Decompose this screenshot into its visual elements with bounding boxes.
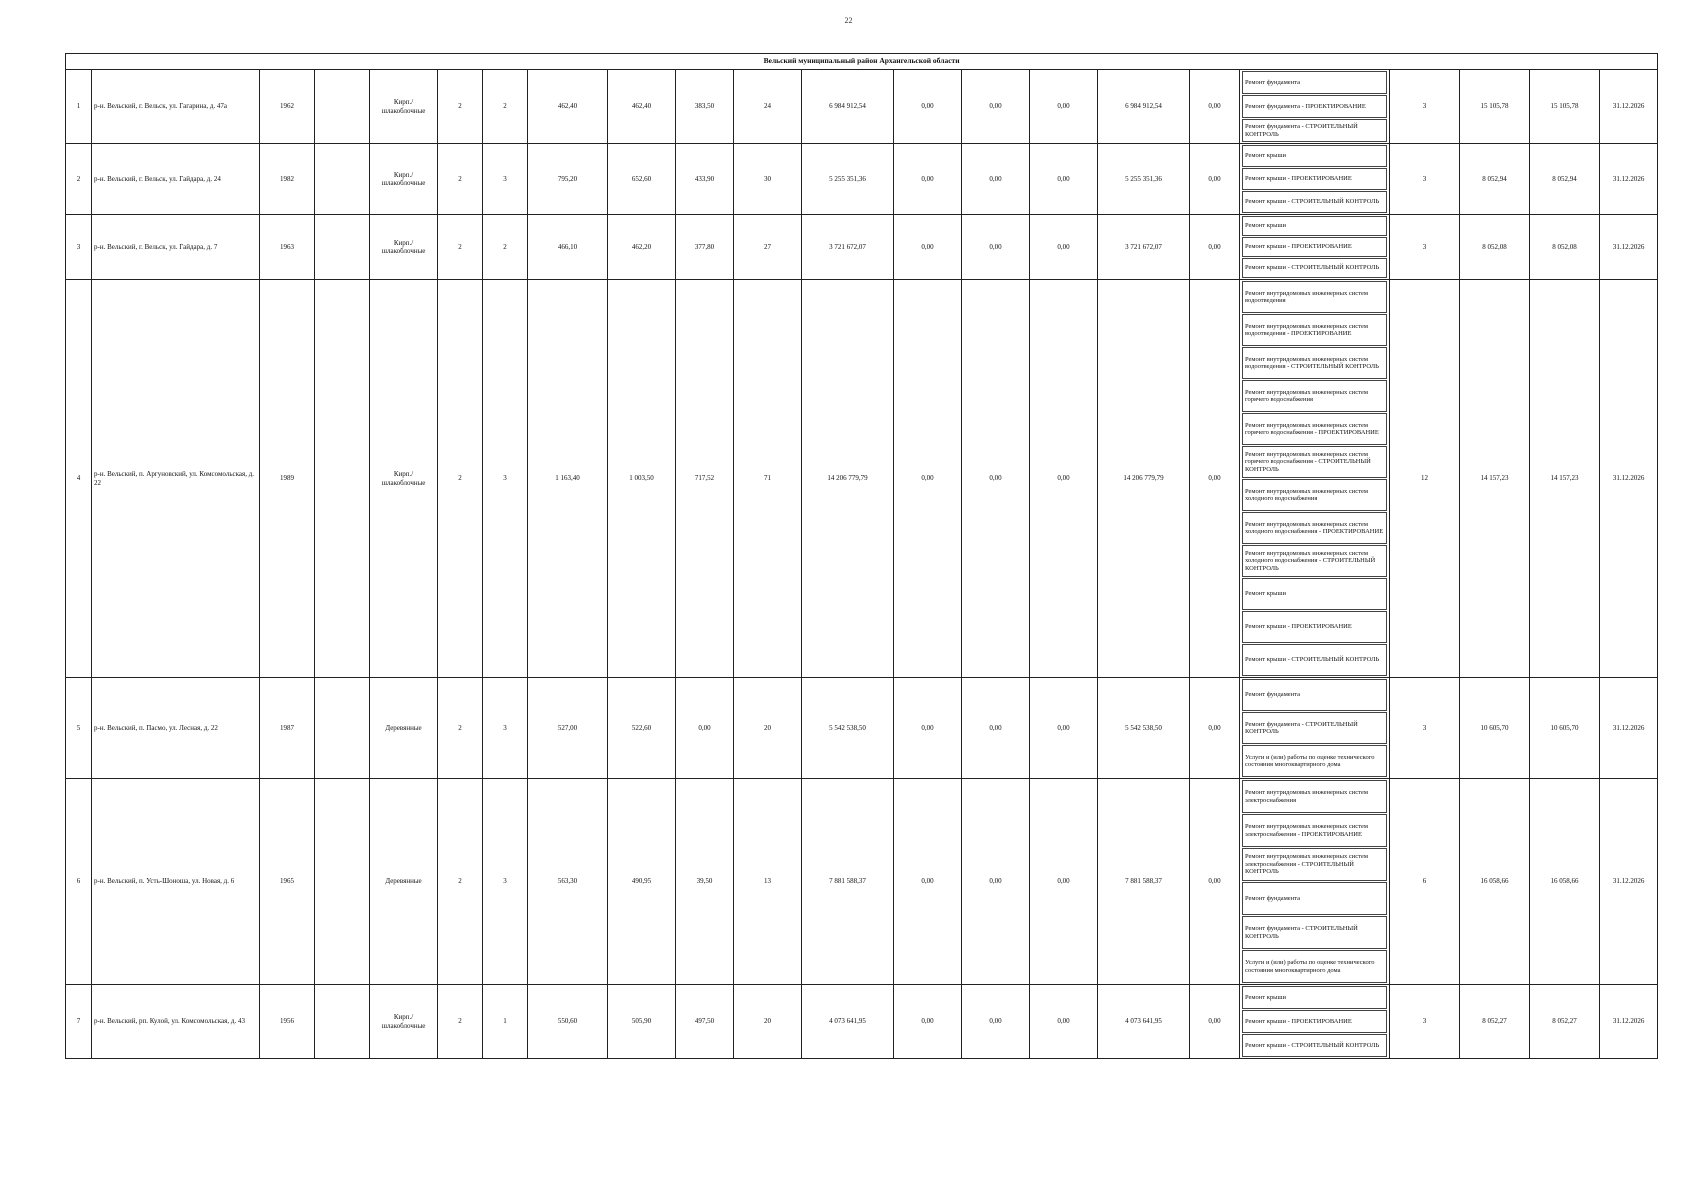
work-item: Услуги и (или) работы по оценке технического состояния многоквартирного дома xyxy=(1242,745,1387,777)
table-row xyxy=(66,215,1658,280)
fund-cell: 0,00 xyxy=(1030,280,1098,678)
build-year-cell: 1956 xyxy=(260,985,315,1059)
other-funds-cell: 0,00 xyxy=(1190,70,1240,144)
deadline-cell: 31.12.2026 xyxy=(1600,70,1658,144)
fund-cell: 0,00 xyxy=(1030,779,1098,985)
max-unit-cost-cell: 8 052,27 xyxy=(1530,985,1600,1059)
unit-cost-cell: 10 605,70 xyxy=(1460,678,1530,779)
unit-cost-cell: 14 157,23 xyxy=(1460,280,1530,678)
wall-material-cell: Кирп./шлакоблочные xyxy=(370,70,438,144)
work-item: Ремонт внутридомовых инженерных систем холодного водоснабжения - ПРОЕКТИРОВАНИЕ xyxy=(1242,512,1387,544)
owners-funds-cell: 3 721 672,07 xyxy=(1098,215,1190,280)
owners-funds-cell: 14 206 779,79 xyxy=(1098,280,1190,678)
address-cell: р-н. Вельский, п. Пасмо, ул. Лесная, д. 22 xyxy=(92,678,260,779)
other-funds-cell: 0,00 xyxy=(1190,779,1240,985)
work-item: Ремонт крыши xyxy=(1242,578,1387,610)
work-item: Ремонт внутридомовых инженерных систем водоотведения - ПРОЕКТИРОВАНИЕ xyxy=(1242,314,1387,346)
unit-cost-cell: 8 052,27 xyxy=(1460,985,1530,1059)
fund-cell: 0,00 xyxy=(1030,70,1098,144)
table-row xyxy=(66,70,1658,144)
residential-area-cell: 433,90 xyxy=(676,144,734,215)
work-item: Ремонт крыши - СТРОИТЕЛЬНЫЙ КОНТРОЛЬ xyxy=(1242,644,1387,676)
work-item: Услуги и (или) работы по оценке технического состояния многоквартирного дома xyxy=(1242,950,1387,983)
total-area-cell: 466,10 xyxy=(528,215,608,280)
reconstruction-year-cell xyxy=(315,779,370,985)
max-unit-cost-cell: 10 605,70 xyxy=(1530,678,1600,779)
work-item: Ремонт внутридомовых инженерных систем горячего водоснабжения xyxy=(1242,380,1387,412)
premises-area-cell: 522,60 xyxy=(608,678,676,779)
premises-area-cell: 462,40 xyxy=(608,70,676,144)
work-item: Ремонт фундамента - СТРОИТЕЛЬНЫЙ КОНТРОЛЬ xyxy=(1242,119,1387,142)
works-list-cell xyxy=(1240,280,1390,678)
max-unit-cost-cell: 14 157,23 xyxy=(1530,280,1600,678)
wall-material-cell: Деревянные xyxy=(370,678,438,779)
fund-cell: 0,00 xyxy=(962,70,1030,144)
entrances-cell: 1 xyxy=(483,985,528,1059)
residents-cell: 20 xyxy=(734,678,802,779)
fund-cell: 0,00 xyxy=(1030,985,1098,1059)
other-funds-cell: 0,00 xyxy=(1190,215,1240,280)
row-number: 7 xyxy=(66,985,92,1059)
wall-material-cell: Деревянные xyxy=(370,779,438,985)
work-item: Ремонт внутридомовых инженерных систем горячего водоснабжения - СТРОИТЕЛЬНЫЙ КОНТРОЛЬ xyxy=(1242,446,1387,478)
wall-material-cell: Кирп./шлакоблочные xyxy=(370,280,438,678)
works-count-cell: 12 xyxy=(1390,280,1460,678)
work-item: Ремонт внутридомовых инженерных систем электроснабжения - СТРОИТЕЛЬНЫЙ КОНТРОЛЬ xyxy=(1242,848,1387,881)
unit-cost-cell: 8 052,94 xyxy=(1460,144,1530,215)
work-item: Ремонт крыши xyxy=(1242,145,1387,167)
reconstruction-year-cell xyxy=(315,215,370,280)
wall-material-cell: Кирп./шлакоблочные xyxy=(370,985,438,1059)
table-row xyxy=(66,144,1658,215)
address-cell: р-н. Вельский, г. Вельск, ул. Гайдара, д. 24 xyxy=(92,144,260,215)
premises-area-cell: 1 003,50 xyxy=(608,280,676,678)
floors-cell: 2 xyxy=(438,985,483,1059)
fund-cell: 0,00 xyxy=(894,280,962,678)
work-item: Ремонт внутридомовых инженерных систем холодного водоснабжения - СТРОИТЕЛЬНЫЙ КОНТРОЛЬ xyxy=(1242,545,1387,577)
address-cell: р-н. Вельский, п. Усть-Шоноша, ул. Новая, д. 6 xyxy=(92,779,260,985)
work-item: Ремонт внутридомовых инженерных систем электроснабжения - ПРОЕКТИРОВАНИЕ xyxy=(1242,814,1387,847)
row-number: 1 xyxy=(66,70,92,144)
floors-cell: 2 xyxy=(438,779,483,985)
total-area-cell: 795,20 xyxy=(528,144,608,215)
residential-area-cell: 377,80 xyxy=(676,215,734,280)
residents-cell: 13 xyxy=(734,779,802,985)
address-cell: р-н. Вельский, п. Аргуновский, ул. Комсомольская, д. 22 xyxy=(92,280,260,678)
fund-cell: 0,00 xyxy=(894,70,962,144)
work-item: Ремонт внутридомовых инженерных систем холодного водоснабжения xyxy=(1242,479,1387,511)
work-item: Ремонт крыши - СТРОИТЕЛЬНЫЙ КОНТРОЛЬ xyxy=(1242,191,1387,213)
total-cost-cell: 5 542 538,50 xyxy=(802,678,894,779)
address-cell: р-н. Вельский, г. Вельск, ул. Гайдара, д. 7 xyxy=(92,215,260,280)
max-unit-cost-cell: 8 052,94 xyxy=(1530,144,1600,215)
work-item: Ремонт крыши xyxy=(1242,986,1387,1009)
total-cost-cell: 5 255 351,36 xyxy=(802,144,894,215)
max-unit-cost-cell: 8 052,08 xyxy=(1530,215,1600,280)
build-year-cell: 1965 xyxy=(260,779,315,985)
work-item: Ремонт фундамента xyxy=(1242,882,1387,915)
residential-area-cell: 497,50 xyxy=(676,985,734,1059)
work-item: Ремонт крыши xyxy=(1242,216,1387,236)
deadline-cell: 31.12.2026 xyxy=(1600,280,1658,678)
work-item: Ремонт внутридомовых инженерных систем водоотведения xyxy=(1242,281,1387,313)
district-title: Вельский муниципальный район Архангельской области xyxy=(66,54,1658,70)
entrances-cell: 3 xyxy=(483,280,528,678)
entrances-cell: 3 xyxy=(483,144,528,215)
residents-cell: 30 xyxy=(734,144,802,215)
reconstruction-year-cell xyxy=(315,70,370,144)
floors-cell: 2 xyxy=(438,70,483,144)
total-cost-cell: 14 206 779,79 xyxy=(802,280,894,678)
premises-area-cell: 462,20 xyxy=(608,215,676,280)
wall-material-cell: Кирп./шлакоблочные xyxy=(370,144,438,215)
total-cost-cell: 7 881 588,37 xyxy=(802,779,894,985)
row-number: 3 xyxy=(66,215,92,280)
works-list-cell xyxy=(1240,144,1390,215)
row-number: 2 xyxy=(66,144,92,215)
owners-funds-cell: 6 984 912,54 xyxy=(1098,70,1190,144)
residential-area-cell: 39,50 xyxy=(676,779,734,985)
fund-cell: 0,00 xyxy=(962,678,1030,779)
works-count-cell: 3 xyxy=(1390,985,1460,1059)
works-count-cell: 3 xyxy=(1390,678,1460,779)
row-number: 4 xyxy=(66,280,92,678)
work-item: Ремонт крыши - ПРОЕКТИРОВАНИЕ xyxy=(1242,237,1387,257)
max-unit-cost-cell: 16 058,66 xyxy=(1530,779,1600,985)
fund-cell: 0,00 xyxy=(894,779,962,985)
residents-cell: 24 xyxy=(734,70,802,144)
work-item: Ремонт фундамента xyxy=(1242,679,1387,711)
district-header-row xyxy=(66,54,1658,70)
build-year-cell: 1987 xyxy=(260,678,315,779)
other-funds-cell: 0,00 xyxy=(1190,280,1240,678)
owners-funds-cell: 4 073 641,95 xyxy=(1098,985,1190,1059)
build-year-cell: 1982 xyxy=(260,144,315,215)
work-item: Ремонт фундамента - СТРОИТЕЛЬНЫЙ КОНТРОЛЬ xyxy=(1242,916,1387,949)
total-area-cell: 563,30 xyxy=(528,779,608,985)
premises-area-cell: 505,90 xyxy=(608,985,676,1059)
entrances-cell: 3 xyxy=(483,678,528,779)
fund-cell: 0,00 xyxy=(894,678,962,779)
wall-material-cell: Кирп./шлакоблочные xyxy=(370,215,438,280)
works-list-cell xyxy=(1240,985,1390,1059)
unit-cost-cell: 16 058,66 xyxy=(1460,779,1530,985)
works-count-cell: 3 xyxy=(1390,215,1460,280)
fund-cell: 0,00 xyxy=(894,985,962,1059)
row-number: 5 xyxy=(66,678,92,779)
residents-cell: 27 xyxy=(734,215,802,280)
unit-cost-cell: 15 105,78 xyxy=(1460,70,1530,144)
work-item: Ремонт крыши - СТРОИТЕЛЬНЫЙ КОНТРОЛЬ xyxy=(1242,1034,1387,1057)
fund-cell: 0,00 xyxy=(1030,144,1098,215)
reconstruction-year-cell xyxy=(315,985,370,1059)
build-year-cell: 1989 xyxy=(260,280,315,678)
work-item: Ремонт внутридомовых инженерных систем водоотведения - СТРОИТЕЛЬНЫЙ КОНТРОЛЬ xyxy=(1242,347,1387,379)
work-item: Ремонт крыши - ПРОЕКТИРОВАНИЕ xyxy=(1242,1010,1387,1033)
residents-cell: 20 xyxy=(734,985,802,1059)
works-list-cell xyxy=(1240,779,1390,985)
premises-area-cell: 490,95 xyxy=(608,779,676,985)
other-funds-cell: 0,00 xyxy=(1190,144,1240,215)
residential-area-cell: 0,00 xyxy=(676,678,734,779)
work-item: Ремонт фундамента - ПРОЕКТИРОВАНИЕ xyxy=(1242,95,1387,118)
works-list-cell xyxy=(1240,70,1390,144)
table-row xyxy=(66,779,1658,985)
reconstruction-year-cell xyxy=(315,678,370,779)
work-item: Ремонт крыши - СТРОИТЕЛЬНЫЙ КОНТРОЛЬ xyxy=(1242,258,1387,278)
fund-cell: 0,00 xyxy=(962,144,1030,215)
owners-funds-cell: 7 881 588,37 xyxy=(1098,779,1190,985)
works-count-cell: 6 xyxy=(1390,779,1460,985)
floors-cell: 2 xyxy=(438,678,483,779)
build-year-cell: 1963 xyxy=(260,215,315,280)
address-cell: р-н. Вельский, рп. Кулой, ул. Комсомольская, д. 43 xyxy=(92,985,260,1059)
works-list-cell xyxy=(1240,678,1390,779)
entrances-cell: 3 xyxy=(483,779,528,985)
work-item: Ремонт фундамента - СТРОИТЕЛЬНЫЙ КОНТРОЛЬ xyxy=(1242,712,1387,744)
fund-cell: 0,00 xyxy=(962,779,1030,985)
fund-cell: 0,00 xyxy=(1030,678,1098,779)
build-year-cell: 1962 xyxy=(260,70,315,144)
reconstruction-year-cell xyxy=(315,280,370,678)
total-cost-cell: 4 073 641,95 xyxy=(802,985,894,1059)
total-area-cell: 1 163,40 xyxy=(528,280,608,678)
fund-cell: 0,00 xyxy=(1030,215,1098,280)
entrances-cell: 2 xyxy=(483,70,528,144)
total-cost-cell: 6 984 912,54 xyxy=(802,70,894,144)
work-item: Ремонт внутридомовых инженерных систем горячего водоснабжения - ПРОЕКТИРОВАНИЕ xyxy=(1242,413,1387,445)
work-item: Ремонт внутридомовых инженерных систем электроснабжения xyxy=(1242,780,1387,813)
residential-area-cell: 383,50 xyxy=(676,70,734,144)
total-cost-cell: 3 721 672,07 xyxy=(802,215,894,280)
floors-cell: 2 xyxy=(438,280,483,678)
deadline-cell: 31.12.2026 xyxy=(1600,215,1658,280)
fund-cell: 0,00 xyxy=(962,985,1030,1059)
max-unit-cost-cell: 15 105,78 xyxy=(1530,70,1600,144)
fund-cell: 0,00 xyxy=(962,280,1030,678)
fund-cell: 0,00 xyxy=(894,144,962,215)
table-row xyxy=(66,985,1658,1059)
address-cell: р-н. Вельский, г. Вельск, ул. Гагарина, д. 47а xyxy=(92,70,260,144)
deadline-cell: 31.12.2026 xyxy=(1600,678,1658,779)
residents-cell: 71 xyxy=(734,280,802,678)
fund-cell: 0,00 xyxy=(962,215,1030,280)
residential-area-cell: 717,52 xyxy=(676,280,734,678)
fund-cell: 0,00 xyxy=(894,215,962,280)
works-count-cell: 3 xyxy=(1390,144,1460,215)
deadline-cell: 31.12.2026 xyxy=(1600,985,1658,1059)
total-area-cell: 550,60 xyxy=(528,985,608,1059)
deadline-cell: 31.12.2026 xyxy=(1600,144,1658,215)
work-item: Ремонт фундамента xyxy=(1242,71,1387,94)
repair-program-table xyxy=(65,53,1658,1059)
works-count-cell: 3 xyxy=(1390,70,1460,144)
owners-funds-cell: 5 542 538,50 xyxy=(1098,678,1190,779)
total-area-cell: 527,00 xyxy=(528,678,608,779)
other-funds-cell: 0,00 xyxy=(1190,678,1240,779)
entrances-cell: 2 xyxy=(483,215,528,280)
other-funds-cell: 0,00 xyxy=(1190,985,1240,1059)
page-number: 22 xyxy=(844,16,853,25)
owners-funds-cell: 5 255 351,36 xyxy=(1098,144,1190,215)
work-item: Ремонт крыши - ПРОЕКТИРОВАНИЕ xyxy=(1242,168,1387,190)
table-row xyxy=(66,678,1658,779)
deadline-cell: 31.12.2026 xyxy=(1600,779,1658,985)
table-row xyxy=(66,280,1658,678)
works-list-cell xyxy=(1240,215,1390,280)
reconstruction-year-cell xyxy=(315,144,370,215)
premises-area-cell: 652,60 xyxy=(608,144,676,215)
floors-cell: 2 xyxy=(438,144,483,215)
total-area-cell: 462,40 xyxy=(528,70,608,144)
row-number: 6 xyxy=(66,779,92,985)
unit-cost-cell: 8 052,08 xyxy=(1460,215,1530,280)
floors-cell: 2 xyxy=(438,215,483,280)
work-item: Ремонт крыши - ПРОЕКТИРОВАНИЕ xyxy=(1242,611,1387,643)
